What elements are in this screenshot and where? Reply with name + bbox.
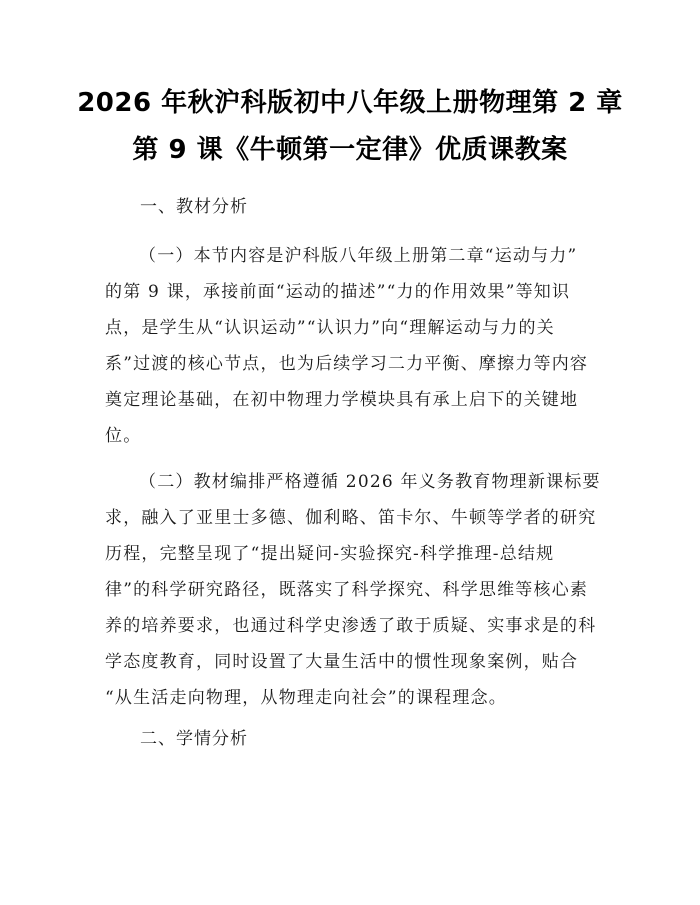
paragraph-textbook-analysis-2 [105,464,601,716]
paragraph-line: （一）本节内容是沪科版八年级上册第二章“运动与力” [139,246,578,266]
paragraph-line: 学态度教育，同时设置了大量生活中的惯性现象案例，贴合 [105,652,579,672]
paragraph-line: 系”过渡的核心节点，也为后续学习二力平衡、摩擦力等内容 [105,354,589,374]
paragraph-line: 律”的科学研究路径，既落实了科学探究、科学思维等核心素 [105,580,589,600]
paragraph-line: 位。 [105,426,142,446]
paragraph-line: 求，融入了亚里士多德、伽利略、笛卡尔、牛顿等学者的研究 [105,508,597,528]
section-heading-textbook-analysis: 一、教材分析 [140,197,248,217]
section-heading-learner-analysis: 二、学情分析 [140,729,248,749]
paragraph-line: 历程，完整呈现了“提出疑问-实验探究-科学推理-总结规 [105,544,555,564]
paragraph-line: 养的培养要求，也通过科学史渗透了敢于质疑、实事求是的科 [105,616,597,636]
paragraph-line: 点，是学生从“认识运动”“认识力”向“理解运动与力的关 [105,318,555,338]
paragraph-line: 的第 9 课，承接前面“运动的描述”“力的作用效果”等知识 [105,282,571,302]
paragraph-textbook-analysis-1 [105,238,597,454]
document-title-line-1: 2026 年秋沪科版初中八年级上册物理第 2 章 [77,88,623,118]
document-title-line-2: 第 9 课《牛顿第一定律》优质课教案 [132,135,568,165]
paragraph-line: （二）教材编排严格遵循 2026 年义务教育物理新课标要 [139,472,601,492]
paragraph-line: 奠定理论基础，在初中物理力学模块具有承上启下的关键地 [105,390,579,410]
paragraph-line: “从生活走向物理，从物理走向社会”的课程理念。 [105,688,507,708]
